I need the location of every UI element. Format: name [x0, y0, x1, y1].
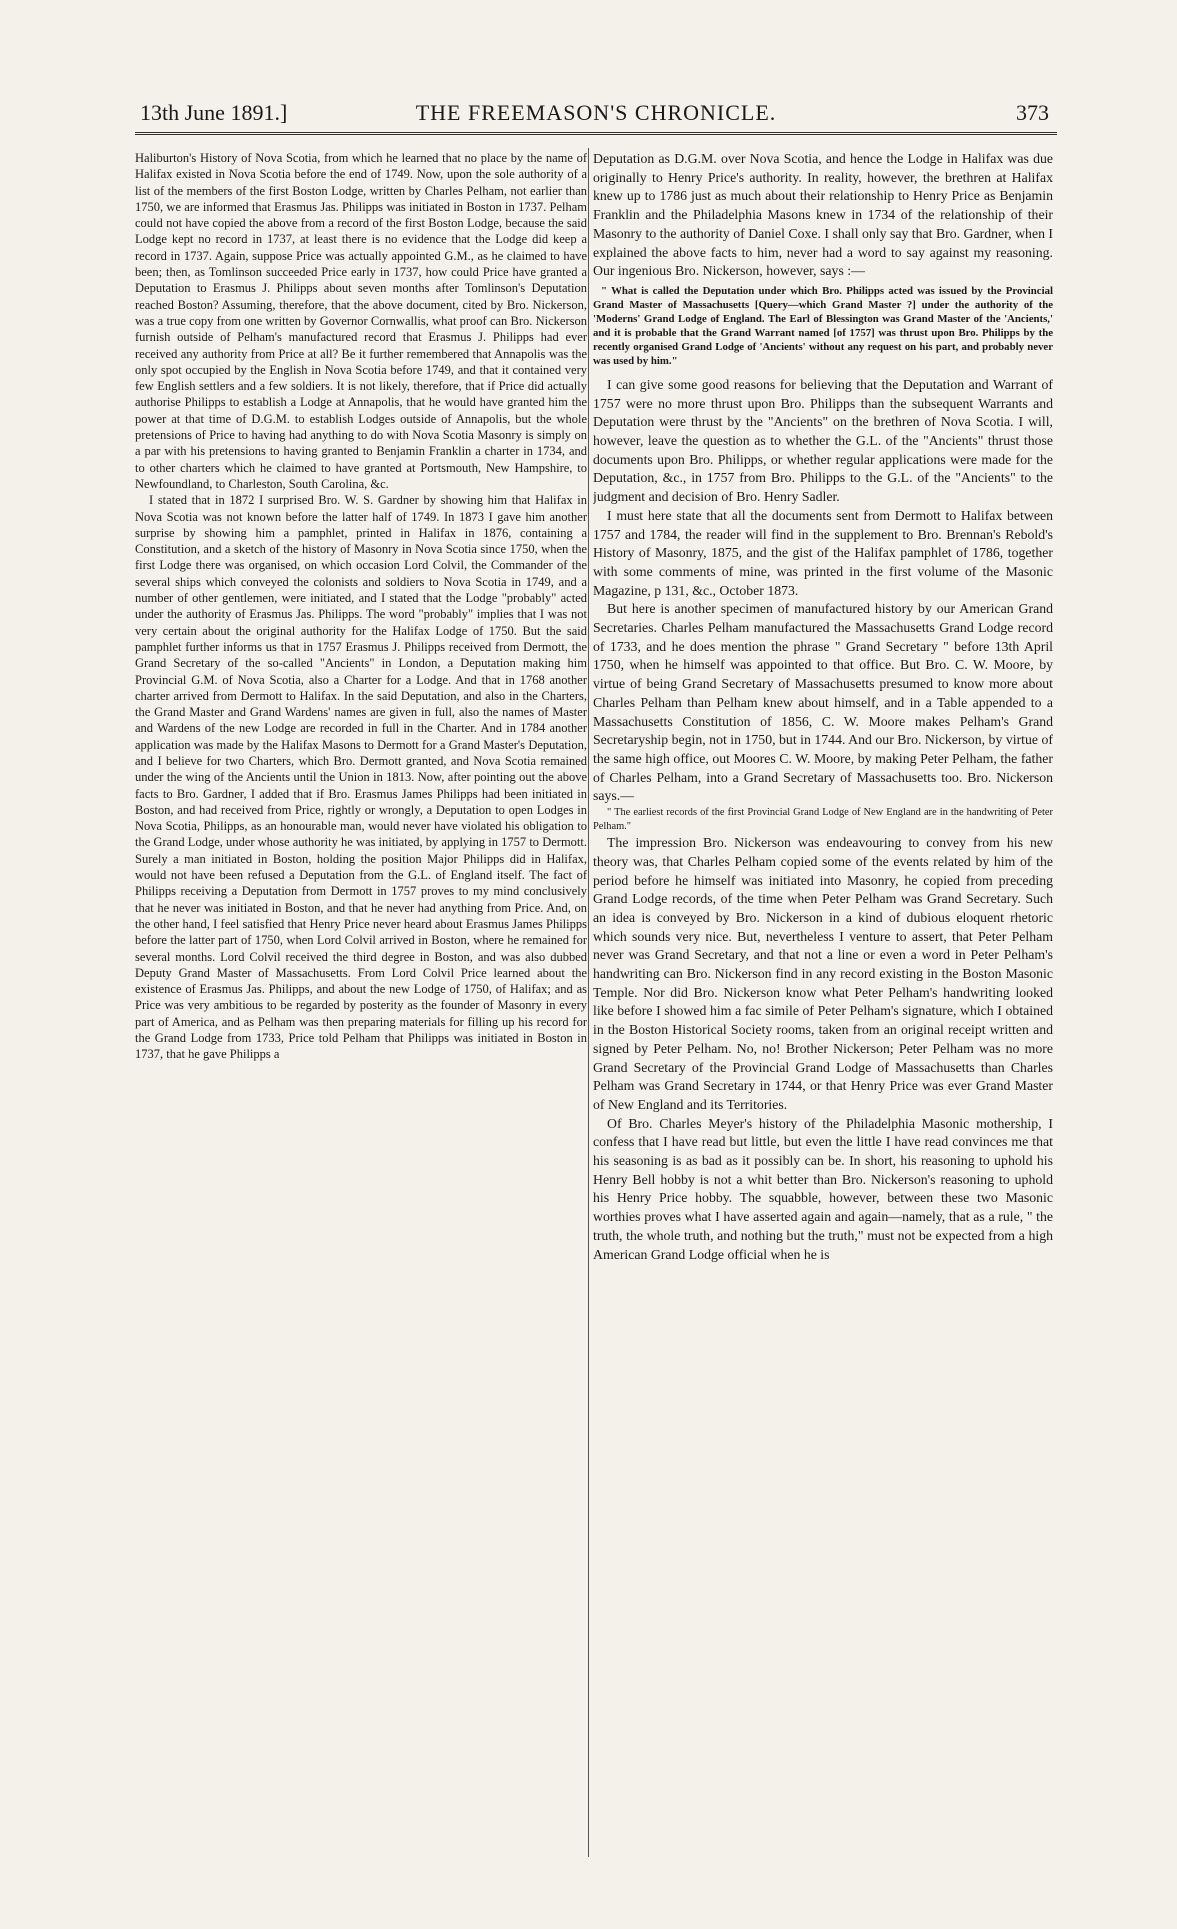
- issue-date: 13th June 1891.]: [140, 100, 288, 125]
- left-column: [135, 150, 587, 1859]
- right-paragraph-1: Deputation as D.G.M. over Nova Scotia, and hence the Lodge in Halifax was due originally to Henry Price's authority. In reality, however, the brethren at Halifax knew up to 1786 just as much about their relationship to Henry Price as Benjamin Franklin and the Philadelphia Masons knew in 1734 of the relationship of their Masonry to the authority of Daniel Coxe. I shall only say that Bro. Gardner, when I explained the above facts to him, never had a word to say against my reasoning. Our ingenious Bro. Nickerson, however, says :—: [593, 151, 1053, 279]
- left-paragraph-2: I stated that in 1872 I surprised Bro. W. S. Gardner by showing him that Halifax in Nova Scotia was not known before the latter half of 1749. In 1873 I gave him another surprise by showing him a pamphlet, printed in Halifax in 1876, containing a Constitution, and a sketch of the history of Masonry in Nova Scotia since 1750, when the first Lodge there was organised, on which occasion Lord Colvil, the Commander of the several ships which conveyed the colonists and soldiers to Nova Scotia in 1749, and a number of other gentlemen, were initiated, and I stated that the Lodge "probably" acted under the authority of Erasmus Jas. Philipps. The word "probably" implies that I was not very certain about the original authority for the Halifax Lodge of 1750. But the said pamphlet further informs us that in 1757 Erasmus J. Philipps received from Dermott, the Grand Secretary of the so-called "Ancients" in London, a Deputation making him Provincial G.M. of Nova Scotia, also a Charter for a Lodge. And that in 1768 another charter arrived from Dermott to Halifax. In the said Deputation, and also in the Charters, the Grand Master and Grand Wardens' names are given in full, also the names of Master and Wardens of the new Lodge are recorded in full in the Charter. And in 1784 another application was made by the Halifax Masons to Dermott for a Grand Master's Deputation, and I believe for two Charters, which Bro. Dermott granted, and Nova Scotia remained under the wing of the Ancients until the Union in 1813. Now, after pointing out the above facts to Bro. Gardner, I added that if Bro. Erasmus James Philipps had been initiated in Boston, and had received from Price, rightly or wrongly, a Deputation to open Lodges in Nova Scotia, Philipps, as an honourable man, would never have violated his obligation to the Grand Lodge, under whose authority he was initiated, by applying in 1757 to Dermott. Surely a man initiated in Boston, holding the position Major Philipps did in Halifax, would not have been refused a Deputation from the G.L. of England itself. The fact of Philipps receiving a Deputation from Dermott in 1757 proves to my mind conclusively that he never was initiated in Boston, and that he never had anything from Price. And, on the other hand, I feel satisfied that Henry Price never heard about Erasmus James Philipps before the latter part of 1750, when Lord Colvil arrived in Boston, where he remained for several months. Lord Colvil received the third degree in Boston, and was also dubbed Deputy Grand Master of Massachusetts. From Lord Colvil Price learned about the existence of Erasmus Jas. Philipps, and about the new Lodge of 1750, of Halifax; and as Price was very ambitious to be regarded by posterity as the founder of Masonry in every part of America, and as Pelham was then preparing materials for filling up his record for the Grand Lodge from 1733, Price told Pelham that Philipps was initiated in Boston in 1737, that he gave Philipps a: [135, 493, 587, 1062]
- right-paragraph-6: Of Bro. Charles Meyer's history of the Philadelphia Masonic mothership, I confess that I have read but little, but even the little I have read convinces me that his seasoning is as bad as it possibly can be. In short, his reasoning to uphold his Henry Bell hobby is not a whit better than Bro. Nickerson's reasoning to uphold his Henry Price hobby. The squabble, however, between these two Masonic worthies proves what I have asserted again and again—namely, that as a rule, " the truth, the whole truth, and nothing but the truth," must not be expected from a high American Grand Lodge official when he is: [593, 1115, 1053, 1262]
- right-paragraph-2: I can give some good reasons for believing that the Deputation and Warrant of 1757 were no more thrust upon Bro. Philipps than the subsequent Warrants and Deputation were thrust by the "Ancients" on the brethren of Nova Scotia. I will, however, leave the question as to whether the G.L. of the "Ancients" thrust those documents upon Bro. Philipps, or whether regular applications were made for the Deputation, &c., in 1757 from Bro. Philipps to the G.L. of the "Ancients" to the judgment and decision of Bro. Henry Sadler.: [593, 376, 1053, 505]
- page-header: [135, 100, 1057, 135]
- nickerson-quote-1: " What is called the Deputation under which Bro. Philipps acted was issued by the Provincial Grand Master of Massachusetts [Query—which Grand Master ?] under the authority of the 'Moderns' Grand Lodge of England. The Earl of Blessington was Grand Master of the 'Ancients,' and it is probable that the Grand Warrant named [of 1757] was thrust upon Bro. Philipps by the recently organised Grand Lodge of 'Ancients' without any request on his part, and probably never was used by him.": [593, 284, 1053, 367]
- publication-title: THE FREEMASON'S CHRONICLE.: [415, 100, 777, 125]
- left-paragraph-1: Haliburton's History of Nova Scotia, from which he learned that no place by the name of Halifax existed in Nova Scotia before the end of 1749. Now, upon the sole authority of a list of the members of the first Boston Lodge, written by Charles Pelham, not earlier than 1750, we are informed that Erasmus Jas. Philipps was initiated in Boston in 1737. Pelham could not have copied the above from a record of the first Boston Lodge, because the said Lodge kept no record in 1737, at least there is no evidence that the Lodge did keep a record in 1737. Again, suppose Price was actually appointed G.M., as he claimed to have been; then, as Tomlinson succeeded Price early in 1737, how could Price have granted a Deputation to Erasmus J. Philipps about seven months after Tomlinson's Deputation reached Boston? Assuming, therefore, that the above document, cited by Bro. Nickerson, was a true copy from one written by Governor Cornwallis, what proof can Bro. Nickerson furnish outside of Pelham's manufactured record that Erasmus J. Philipps had ever received any authority from Price at all? Be it further remembered that Annapolis was the only spot occupied by the English in Nova Scotia before 1749, and that it contained very few English settlers and a few soldiers. It is not likely, therefore, that if Price did actually authorise Philipps to establish a Lodge at Annapolis, that he would have granted him the power at that time of D.G.M. to establish Lodges outside of Annapolis, but the whole pretensions of Price to having had anything to do with Nova Scotia Masonry is simply on a par with his pretensions to having granted to Benjamin Franklin a charter in 1734, and to other charters which he claimed to have granted at Portsmouth, New Hampshire, to Newfoundland, to Charleston, South Carolina, &c.: [135, 151, 587, 491]
- nickerson-quote-2: " The earliest records of the first Provincial Grand Lodge of New England are in the handwriting of Peter Pelham.": [593, 807, 1053, 833]
- right-paragraph-5: The impression Bro. Nickerson was endeavouring to convey from his new theory was, that Charles Pelham copied some of the events related by him of the period before he himself was initiated into Masonry, he copied from preceding Grand Lodge records, of the time when Peter Pelham was Grand Secretary. Such an idea is conveyed by Bro. Nickerson in a kind of dubious eloquent rhetoric which sounds very nice. But, nevertheless I venture to assert, that Peter Pelham never was Grand Secretary, and that not a line or even a word in Peter Pelham's handwriting can Bro. Nickerson find in any record existing in the Boston Masonic Temple. Nor did Bro. Nickerson know what Peter Pelham's handwriting looked like before I showed him a fac simile of Peter Pelham's signature, which I obtained in the Boston Historical Society rooms, taken from an original receipt written and signed by Peter Pelham. No, no! Brother Nickerson; Peter Pelham was no more Grand Secretary of the Provincial Grand Lodge of Massachusetts than Charles Pelham was Grand Secretary in 1744, or that Henry Price was ever Grand Master of New England and its Territories.: [593, 835, 1053, 1112]
- right-column: [593, 150, 1053, 1859]
- right-paragraph-3: I must here state that all the documents sent from Dermott to Halifax between 1757 and 1784, the reader will find in the supplement to Bro. Brennan's Rebold's History of Masonry, 1875, and the gist of the Halifax pamphlet of 1786, together with some comments of mine, was printed in the first volume of the Masonic Magazine, p 131, &c., October 1873.: [593, 507, 1053, 598]
- column-divider: [588, 148, 589, 1857]
- right-paragraph-4: But here is another specimen of manufactured history by our American Grand Secretaries. Charles Pelham manufactured the Massachusetts Grand Lodge record of 1733, and he does mention the phrase " Grand Secretary " before 13th April 1750, when he himself was appointed to that office. But Bro. C. W. Moore, by virtue of being Grand Secretary of Massachusetts presumed to know more about Charles Pelham than Pelham knew about himself, and in a Table appended to a Massachusetts Constitution of 1856, C. W. Moore makes Pelham's Grand Secretaryship begin, not in 1750, but in 1744. And our Bro. Nickerson, by virtue of the same high office, out Moores C. W. Moore, by making Peter Pelham, the father of Charles Pelham, into a Grand Secretary of Massachusetts too. Bro. Nickerson says.—: [593, 601, 1053, 804]
- page-number: 373: [1016, 100, 1049, 125]
